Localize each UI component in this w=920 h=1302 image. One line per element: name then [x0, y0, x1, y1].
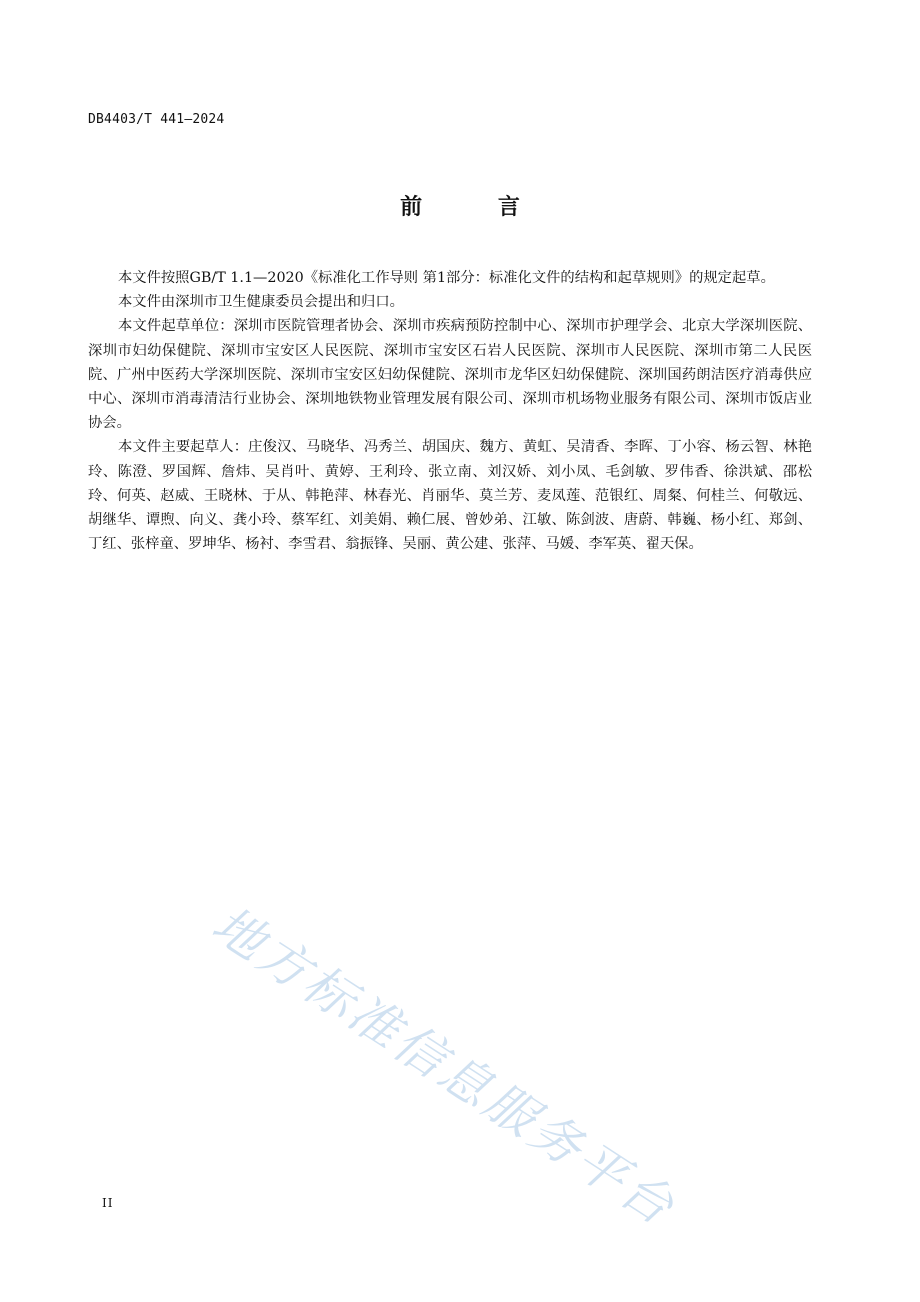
watermark: 地方标准信息服务平台 — [202, 895, 687, 1238]
page-title: 前 言 — [400, 195, 554, 220]
foreword-body — [88, 266, 812, 556]
document-code: DB4403/T 441—2024 — [88, 112, 225, 127]
paragraph-proposer: 本文件由深圳市卫生健康委员会提出和归口。 — [118, 294, 404, 311]
paragraph-drafting-basis: 本文件按照GB/T 1.1—2020《标准化工作导则 第1部分：标准化文件的结构和起草规则》的规定起草。 — [118, 270, 775, 286]
page-number: II — [102, 1196, 114, 1210]
paragraph-main-drafters: 本文件主要起草人：庄俊汉、马晓华、冯秀兰、胡国庆、魏方、黄虹、吴清香、李晖、丁小容、杨云智、林艳玲、陈澄、罗国辉、詹炜、吴肖叶、黄婷、王利玲、张立南、刘汉娇、刘小凤、毛剑敏、罗伟香、徐洪斌、邵松玲、何英、赵威、王晓林、于从、韩艳萍、林春光、肖丽华、莫兰芳、麦凤莲、范银红、周粲、何桂兰、何敬远、胡继华、谭煦、向义、龚小玲、蔡军红、刘美娟、赖仁展、曾妙弟、江敏、陈剑波、唐蔚、韩巍、杨小红、郑剑、丁红、张梓童、罗坤华、杨衬、李雪君、翁振锋、吴丽、黄公建、张萍、马媛、李军英、翟天保。 — [88, 439, 812, 553]
paragraph-drafting-units: 本文件起草单位：深圳市医院管理者协会、深圳市疾病预防控制中心、深圳市护理学会、北京大学深圳医院、深圳市妇幼保健院、深圳市宝安区人民医院、深圳市宝安区石岩人民医院、深圳市人民医院、深圳市第二人民医院、广州中医药大学深圳医院、深圳市宝安区妇幼保健院、深圳市龙华区妇幼保健院、深圳国药朗洁医疗消毒供应中心、深圳市消毒清洁行业协会、深圳地铁物业管理发展有限公司、深圳市机场物业服务有限公司、深圳市饭店业协会。 — [88, 318, 812, 432]
